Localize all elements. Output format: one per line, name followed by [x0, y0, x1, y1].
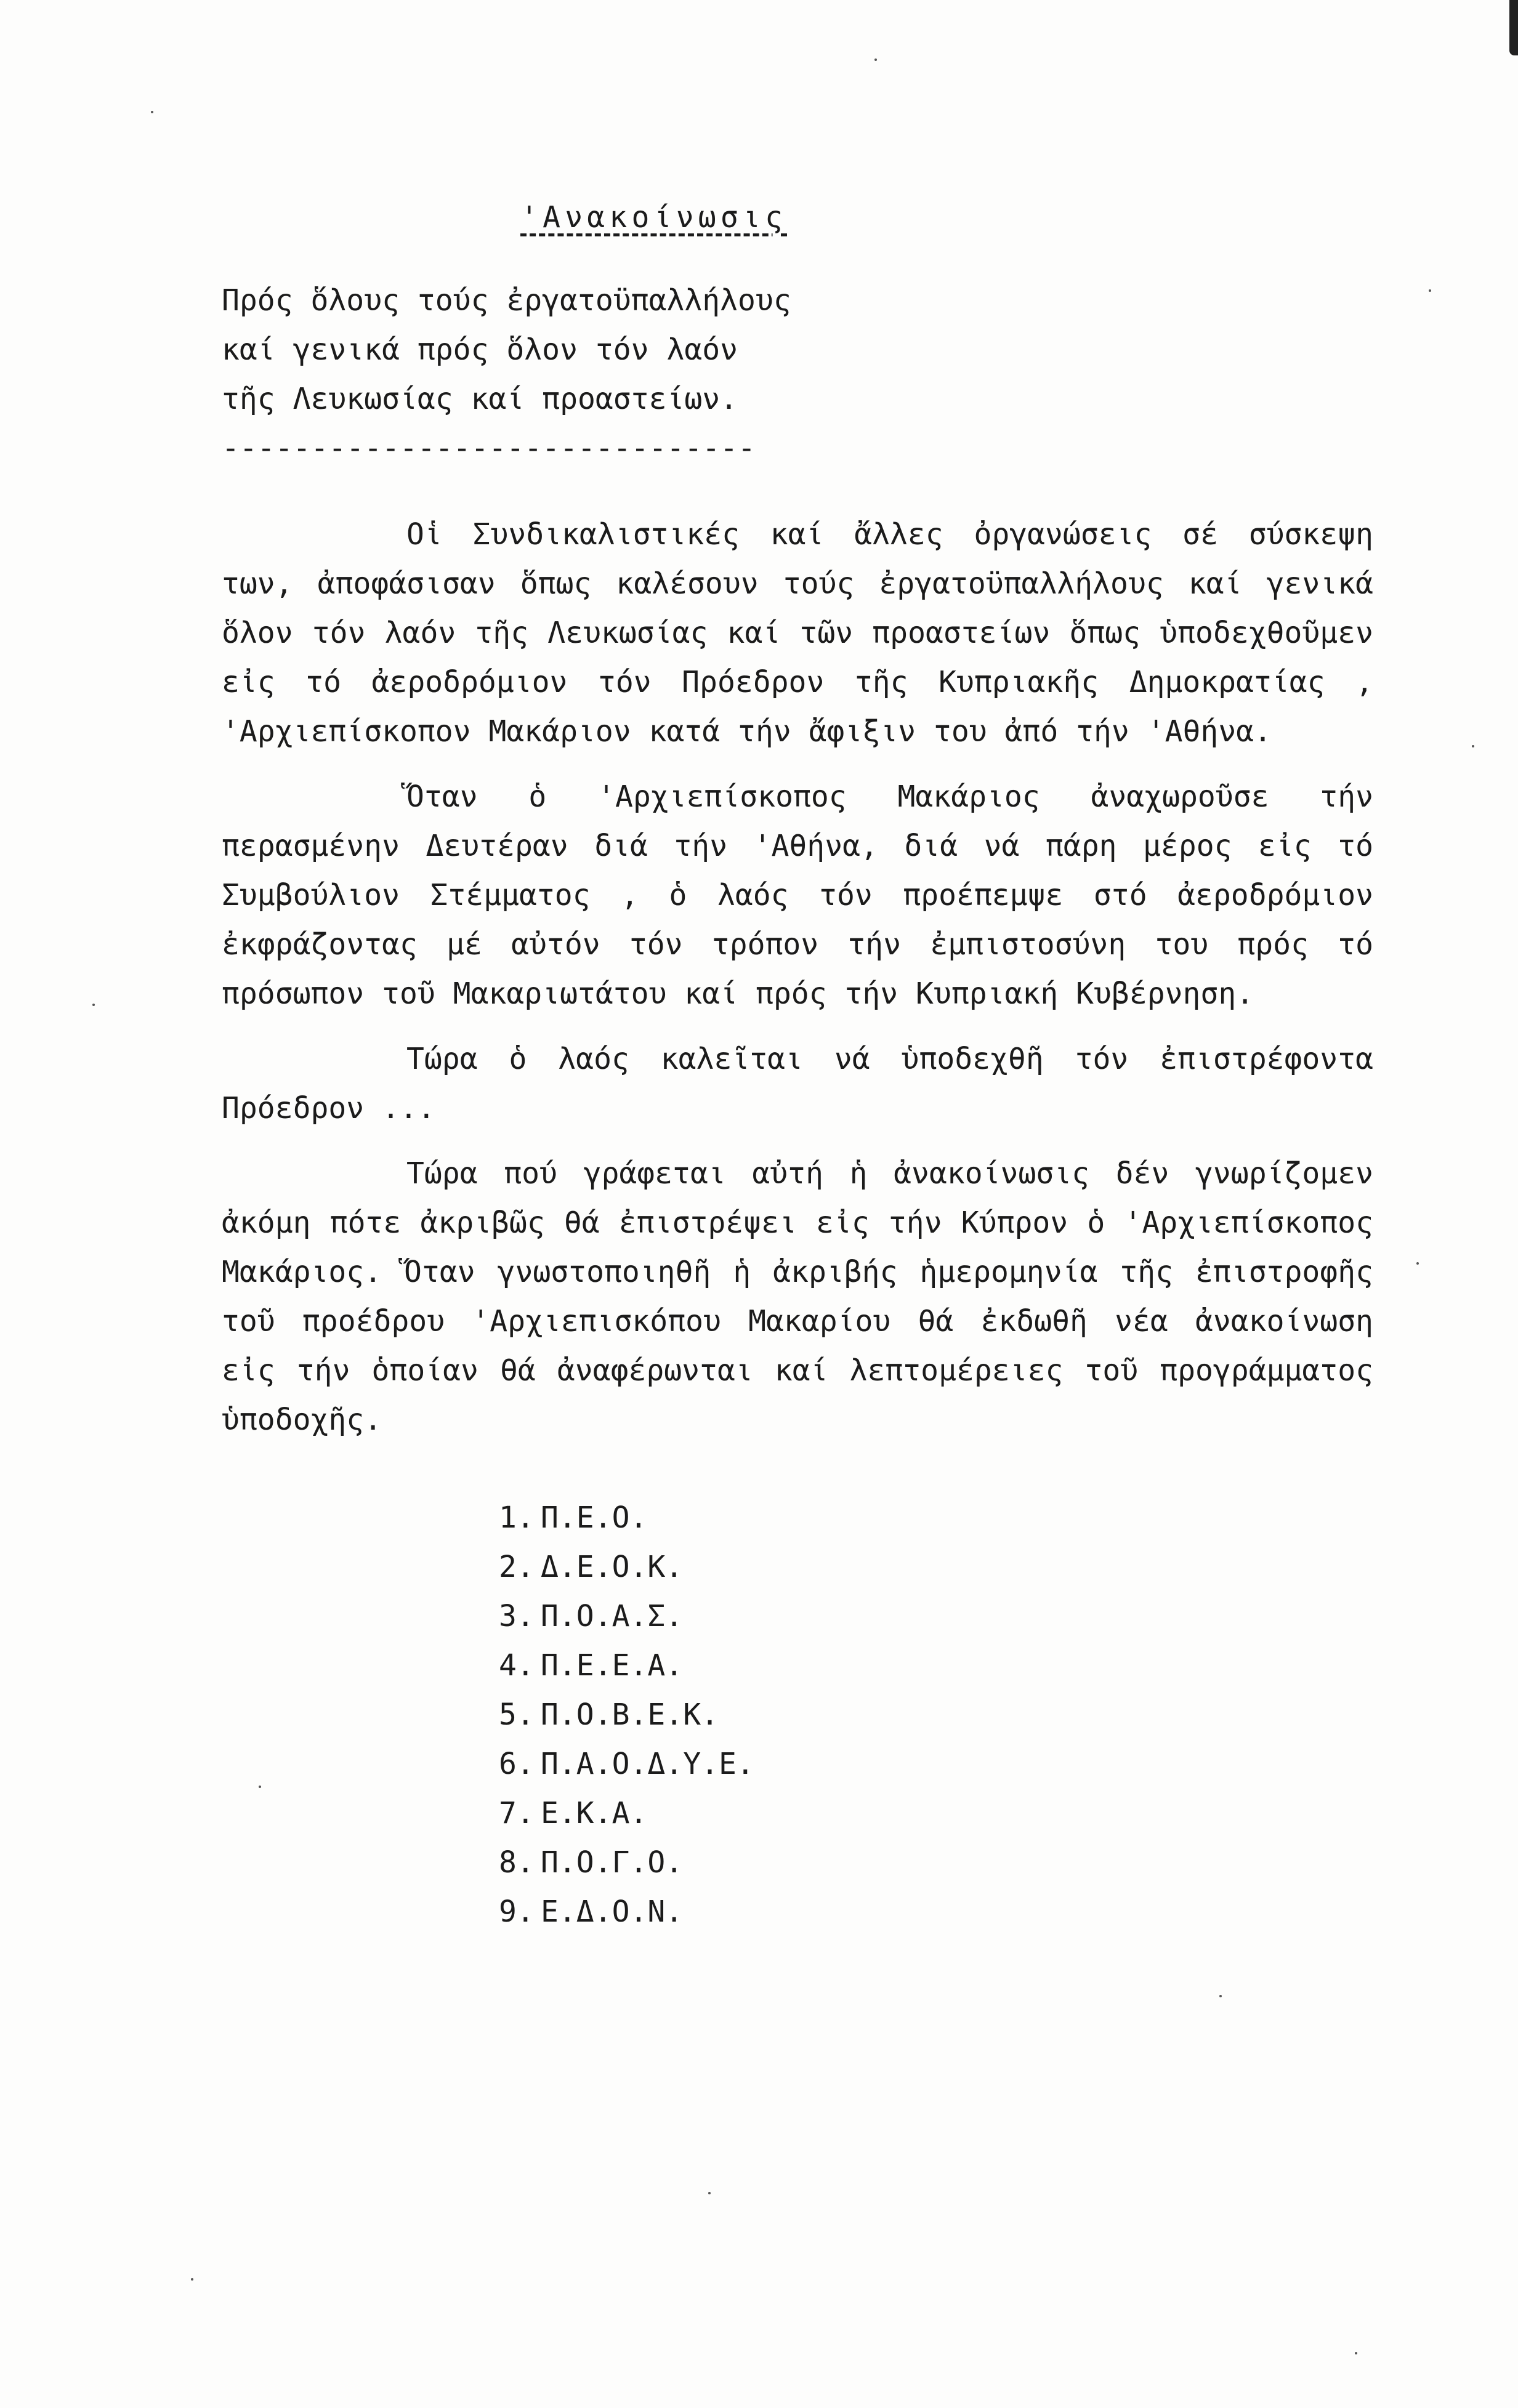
document-title: 'Ανακοίνωσις — [520, 200, 788, 235]
body-paragraph: Ὅταν ὁ 'Αρχιεπίσκοπος Μακάριος ἀναχωροῦσε τήν περασμένην Δευτέραν διά τήν 'Αθήνα, διά νά πάρη μέρος εἰς τό Συμβούλιον Στέμματος , ὁ λαός τόν προέπεμψε στό ἀεροδρόμιον ἐκφράζοντας μέ αὐτόν τόν τρόπον τήν ἐμπιστοσύνη του πρός τό πρόσωπον τοῦ Μακαριωτάτου καί πρός τήν Κυπριακή Κυβέρνηση. — [222, 779, 1373, 1011]
scan-speck — [1472, 745, 1474, 747]
organization-name: Δ.Ε.Ο.Κ. — [541, 1550, 684, 1584]
organization-number: 7. — [499, 1796, 535, 1830]
organization-name: Ε.Δ.Ο.Ν. — [541, 1895, 684, 1929]
scan-speck — [1416, 1262, 1419, 1265]
address-line: καί γενικά πρός ὅλον τόν λαόν — [222, 332, 738, 367]
organization-number: 9. — [499, 1895, 535, 1929]
organization-name: Π.Ε.Ο. — [541, 1500, 648, 1535]
body-paragraph: Τώρα ὁ λαός καλεῖται νά ὑποδεχθῆ τόν ἐπιστρέφοντα Πρόεδρον ... — [222, 1042, 1373, 1125]
address-block — [222, 276, 791, 473]
page-corner-mark — [1509, 0, 1518, 55]
organization-name: Π.Ο.Γ.Ο. — [541, 1845, 684, 1880]
scan-speck — [92, 1004, 95, 1006]
organization-name: Π.Ο.Α.Σ. — [541, 1599, 684, 1633]
address-divider: ------------------------------ — [222, 431, 756, 465]
organization-item — [499, 1838, 754, 1887]
organization-item — [499, 1592, 754, 1641]
organization-item — [499, 1789, 754, 1838]
organization-number: 1. — [499, 1500, 535, 1535]
organization-number: 2. — [499, 1550, 535, 1584]
announcement-body — [222, 510, 1373, 1460]
organization-item — [499, 1690, 754, 1739]
organization-number: 8. — [499, 1845, 535, 1880]
address-line: τῆς Λευκωσίας καί προαστείων. — [222, 382, 738, 416]
organization-name: Π.Ο.Β.Ε.Κ. — [541, 1697, 719, 1732]
body-paragraph: Οἱ Συνδικαλιστικές καί ἄλλες ὀργανώσεις σέ σύσκεψη των, ἀποφάσισαν ὅπως καλέσουν τούς ἐργατοϋπαλλήλους καί γενικά ὅλον τόν λαόν τῆς Λευκωσίας καί τῶν προαστείων ὅπως ὑποδεχθοῦμεν εἰς τό ἀεροδρόμιον τόν Πρόεδρον τῆς Κυπριακῆς Δημοκρατίας , 'Αρχιεπίσκοπον Μακάριον κατά τήν ἄφιξιν του ἀπό τήν 'Αθήνα. — [222, 517, 1373, 749]
scan-speck — [1219, 1995, 1222, 1997]
scan-speck — [151, 111, 153, 113]
organization-item — [499, 1641, 754, 1690]
organization-item — [499, 1739, 754, 1789]
scan-speck — [708, 2192, 711, 2194]
organization-list — [499, 1493, 754, 1936]
organization-name: Ε.Κ.Α. — [541, 1796, 648, 1830]
organization-number: 6. — [499, 1747, 535, 1781]
scan-speck — [1429, 289, 1431, 292]
scan-speck — [259, 1786, 261, 1788]
body-paragraph: Τώρα πού γράφεται αὐτή ἡ ἀνακοίνωσις δέν γνωρίζομεν ἀκόμη πότε ἀκριβῶς θά ἐπιστρέψει εἰς τήν Κύπρον ὁ 'Αρχιεπίσκοπος Μακάριος. Ὅταν γνωστοποιηθῆ ἡ ἀκριβής ἡμερομηνία τῆς ἐπιστροφῆς τοῦ προέδρου 'Αρχιεπισκόπου Μακαρίου θά ἐκδωθῆ νέα ἀνακοίνωση εἰς τήν ὁποίαν θά ἀναφέρωνται καί λεπτομέρειες τοῦ προγράμματος ὑποδοχῆς. — [222, 1156, 1373, 1437]
organization-number: 5. — [499, 1697, 535, 1732]
organization-number: 4. — [499, 1648, 535, 1683]
scan-speck — [191, 2278, 193, 2281]
scan-speck — [874, 58, 877, 61]
address-line: Πρός ὅλους τούς ἐργατοϋπαλλήλους — [222, 283, 791, 318]
scan-speck — [1355, 2352, 1357, 2354]
organization-number: 3. — [499, 1599, 535, 1633]
organization-item — [499, 1542, 754, 1592]
organization-name: Π.Ε.Ε.Α. — [541, 1648, 684, 1683]
organization-item — [499, 1493, 754, 1542]
organization-name: Π.Α.Ο.Δ.Υ.Ε. — [541, 1747, 754, 1781]
organization-item — [499, 1887, 754, 1936]
